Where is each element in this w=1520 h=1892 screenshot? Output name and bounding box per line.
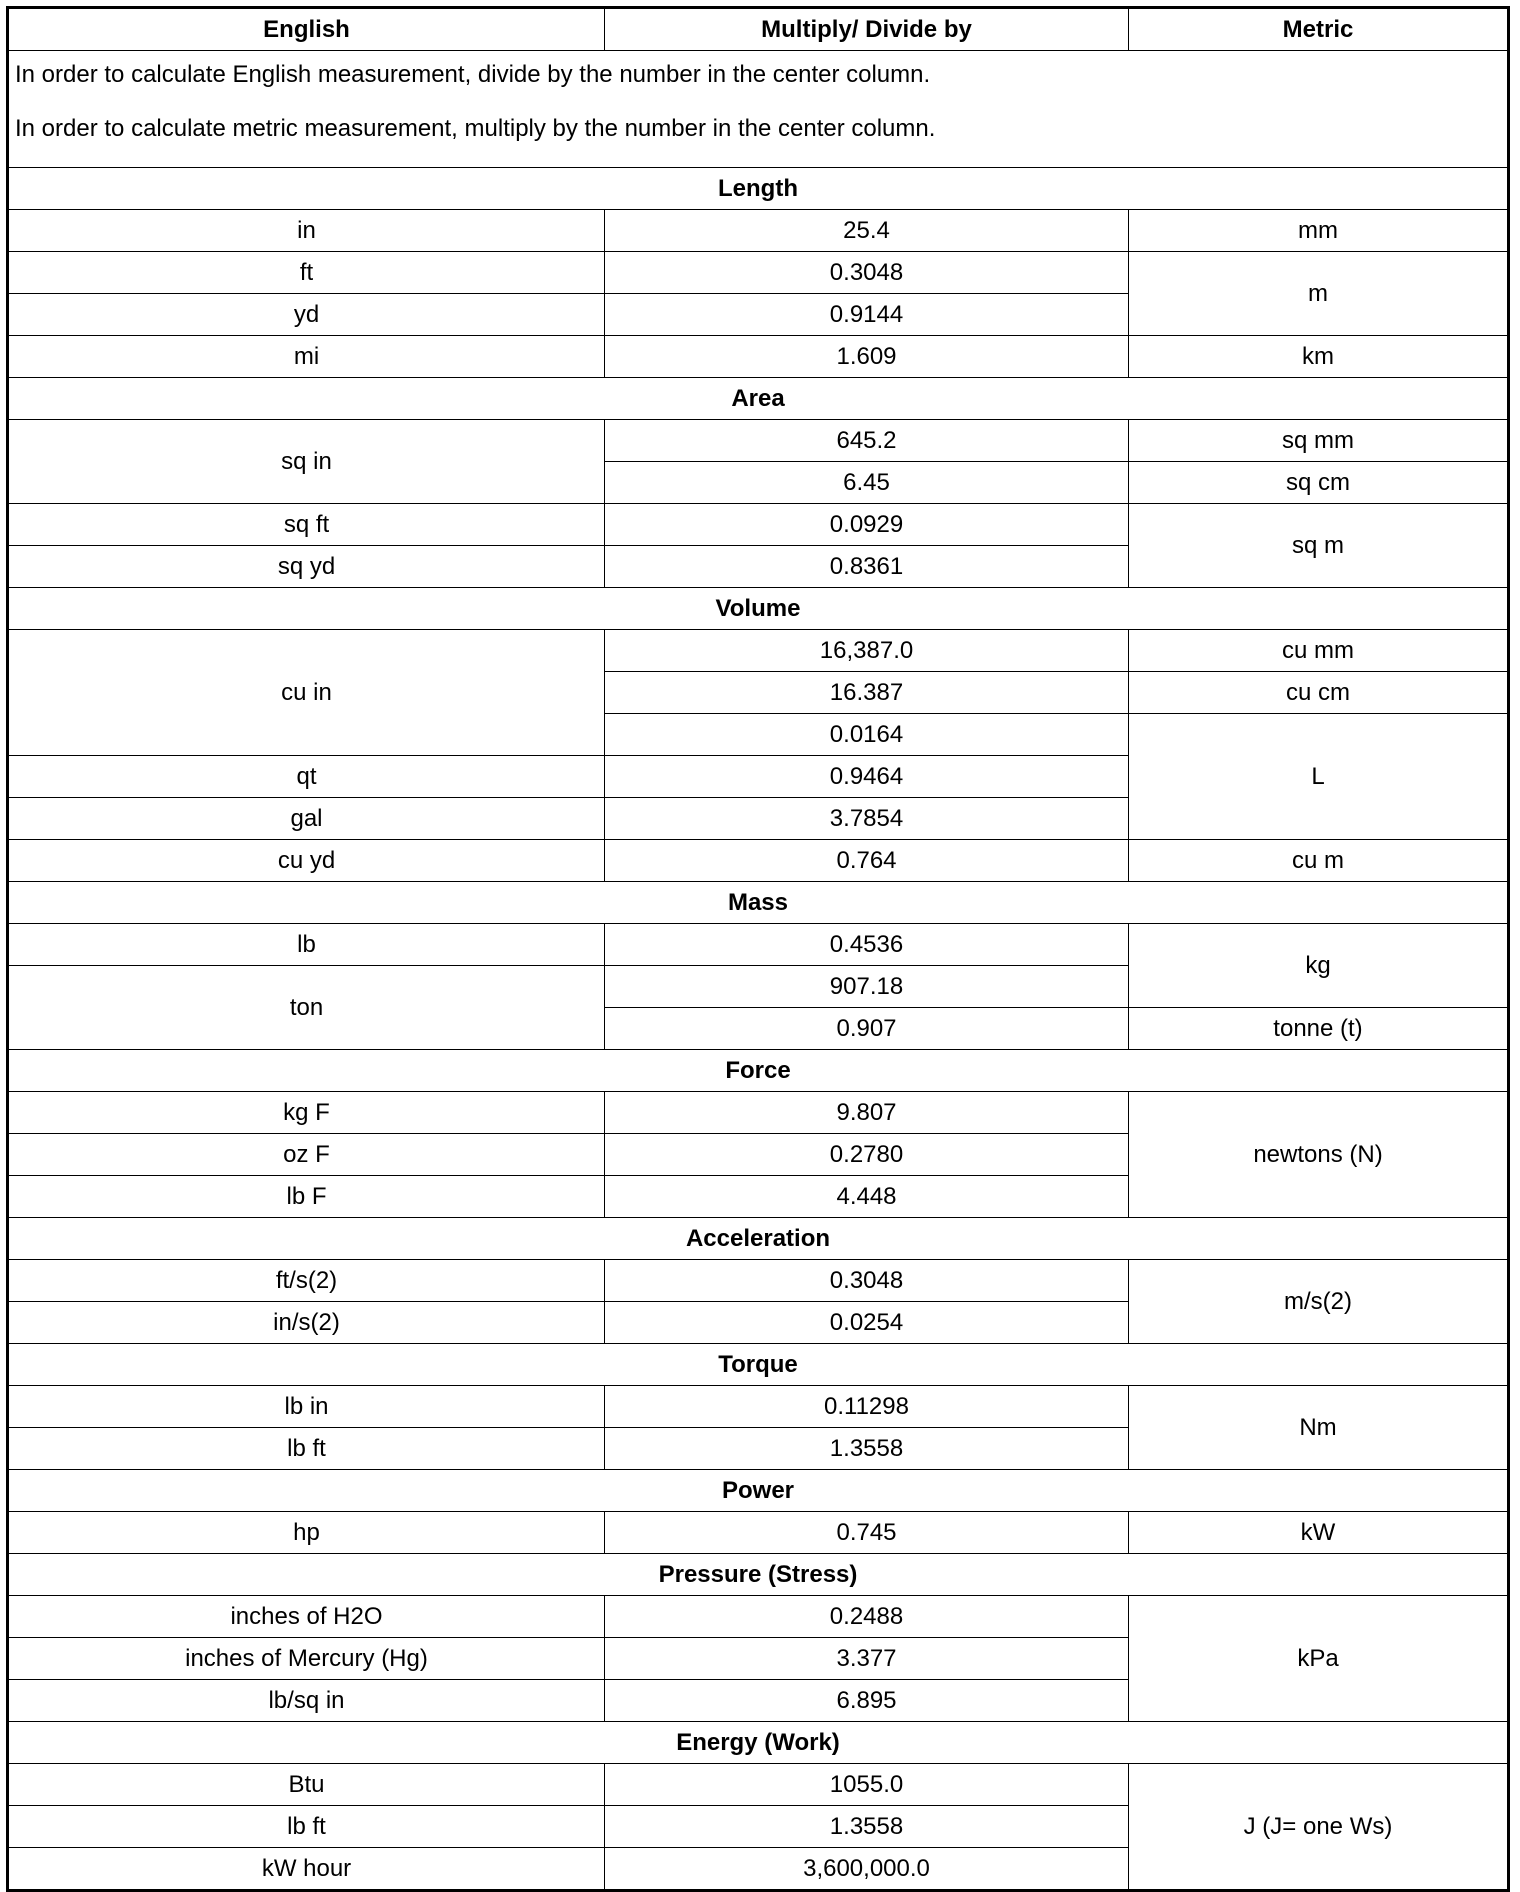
conversion-factor: 0.3048 — [605, 252, 1129, 294]
instructions-row — [8, 51, 1509, 168]
conversion-factor: 0.8361 — [605, 546, 1129, 588]
conversion-factor: 4.448 — [605, 1176, 1129, 1218]
table-row — [8, 504, 1509, 546]
section-title-power: Power — [8, 1470, 1509, 1512]
english-unit: kW hour — [8, 1848, 605, 1891]
section-row-force — [8, 1050, 1509, 1092]
conversion-factor: 1055.0 — [605, 1764, 1129, 1806]
instruction-english: In order to calculate English measurement, divide by the number in the center column. — [15, 61, 931, 88]
metric-unit: L — [1129, 714, 1509, 840]
table-row — [8, 420, 1509, 462]
section-title-area: Area — [8, 378, 1509, 420]
conversion-factor: 0.0254 — [605, 1302, 1129, 1344]
conversion-factor: 1.609 — [605, 336, 1129, 378]
table-row — [8, 252, 1509, 294]
instructions-cell — [8, 51, 1509, 168]
english-unit: in/s(2) — [8, 1302, 605, 1344]
conversion-factor: 16,387.0 — [605, 630, 1129, 672]
english-unit: lb ft — [8, 1806, 605, 1848]
conversion-factor: 3.377 — [605, 1638, 1129, 1680]
conversion-factor: 0.2780 — [605, 1134, 1129, 1176]
instruction-metric: In order to calculate metric measurement, multiply by the number in the center column. — [15, 115, 936, 142]
english-unit: qt — [8, 756, 605, 798]
english-unit: cu yd — [8, 840, 605, 882]
section-row-power — [8, 1470, 1509, 1512]
section-title-length: Length — [8, 168, 1509, 210]
english-unit: in — [8, 210, 605, 252]
metric-unit: m/s(2) — [1129, 1260, 1509, 1344]
table-row — [8, 1764, 1509, 1806]
metric-unit: newtons (N) — [1129, 1092, 1509, 1218]
english-unit: ton — [8, 966, 605, 1050]
english-unit: hp — [8, 1512, 605, 1554]
section-row-volume — [8, 588, 1509, 630]
conversion-factor: 3.7854 — [605, 798, 1129, 840]
header-english: English — [8, 8, 605, 51]
english-unit: ft/s(2) — [8, 1260, 605, 1302]
conversion-factor: 0.2488 — [605, 1596, 1129, 1638]
conversion-factor: 25.4 — [605, 210, 1129, 252]
english-unit: cu in — [8, 630, 605, 756]
section-title-energy: Energy (Work) — [8, 1722, 1509, 1764]
metric-unit: kPa — [1129, 1596, 1509, 1722]
conversion-factor: 6.45 — [605, 462, 1129, 504]
metric-unit: sq mm — [1129, 420, 1509, 462]
metric-unit: cu cm — [1129, 672, 1509, 714]
english-unit: lb F — [8, 1176, 605, 1218]
metric-unit: cu mm — [1129, 630, 1509, 672]
conversion-factor: 3,600,000.0 — [605, 1848, 1129, 1891]
conversion-factor: 0.907 — [605, 1008, 1129, 1050]
english-unit: lb — [8, 924, 605, 966]
section-row-energy — [8, 1722, 1509, 1764]
section-title-torque: Torque — [8, 1344, 1509, 1386]
conversion-factor: 0.764 — [605, 840, 1129, 882]
conversion-factor: 0.745 — [605, 1512, 1129, 1554]
section-row-area — [8, 378, 1509, 420]
metric-unit: cu m — [1129, 840, 1509, 882]
english-unit: yd — [8, 294, 605, 336]
conversion-factor: 0.11298 — [605, 1386, 1129, 1428]
table-row — [8, 924, 1509, 966]
conversion-factor: 907.18 — [605, 966, 1129, 1008]
table-row — [8, 1092, 1509, 1134]
table-row — [8, 1386, 1509, 1428]
metric-unit: m — [1129, 252, 1509, 336]
table-row — [8, 840, 1509, 882]
english-unit: sq in — [8, 420, 605, 504]
section-title-force: Force — [8, 1050, 1509, 1092]
section-row-length — [8, 168, 1509, 210]
conversion-factor: 645.2 — [605, 420, 1129, 462]
metric-unit: kg — [1129, 924, 1509, 1008]
section-row-pressure — [8, 1554, 1509, 1596]
english-unit: oz F — [8, 1134, 605, 1176]
english-unit: sq yd — [8, 546, 605, 588]
section-row-mass — [8, 882, 1509, 924]
english-unit: Btu — [8, 1764, 605, 1806]
conversion-factor: 0.0929 — [605, 504, 1129, 546]
table-row — [8, 1512, 1509, 1554]
section-title-acceleration: Acceleration — [8, 1218, 1509, 1260]
conversion-factor: 0.4536 — [605, 924, 1129, 966]
section-row-acceleration — [8, 1218, 1509, 1260]
metric-unit: sq cm — [1129, 462, 1509, 504]
metric-unit: Nm — [1129, 1386, 1509, 1470]
table-row — [8, 210, 1509, 252]
metric-unit: mm — [1129, 210, 1509, 252]
header-factor: Multiply/ Divide by — [605, 8, 1129, 51]
table-row — [8, 630, 1509, 672]
conversion-factor: 0.3048 — [605, 1260, 1129, 1302]
section-title-pressure: Pressure (Stress) — [8, 1554, 1509, 1596]
english-unit: sq ft — [8, 504, 605, 546]
conversion-factor: 0.9144 — [605, 294, 1129, 336]
metric-unit: tonne (t) — [1129, 1008, 1509, 1050]
table-row — [8, 1260, 1509, 1302]
conversion-table — [6, 6, 1510, 1892]
conversion-factor: 6.895 — [605, 1680, 1129, 1722]
english-unit: gal — [8, 798, 605, 840]
english-unit: inches of Mercury (Hg) — [8, 1638, 605, 1680]
section-title-volume: Volume — [8, 588, 1509, 630]
header-row — [8, 8, 1509, 51]
conversion-factor: 0.9464 — [605, 756, 1129, 798]
metric-unit: J (J= one Ws) — [1129, 1764, 1509, 1891]
conversion-factor: 1.3558 — [605, 1428, 1129, 1470]
conversion-factor: 0.0164 — [605, 714, 1129, 756]
english-unit: ft — [8, 252, 605, 294]
english-unit: kg F — [8, 1092, 605, 1134]
metric-unit: sq m — [1129, 504, 1509, 588]
english-unit: inches of H2O — [8, 1596, 605, 1638]
english-unit: lb/sq in — [8, 1680, 605, 1722]
section-title-mass: Mass — [8, 882, 1509, 924]
table-row — [8, 1596, 1509, 1638]
english-unit: lb in — [8, 1386, 605, 1428]
header-metric: Metric — [1129, 8, 1509, 51]
table-row — [8, 336, 1509, 378]
english-unit: mi — [8, 336, 605, 378]
metric-unit: kW — [1129, 1512, 1509, 1554]
conversion-factor: 9.807 — [605, 1092, 1129, 1134]
metric-unit: km — [1129, 336, 1509, 378]
conversion-factor: 16.387 — [605, 672, 1129, 714]
english-unit: lb ft — [8, 1428, 605, 1470]
section-row-torque — [8, 1344, 1509, 1386]
conversion-factor: 1.3558 — [605, 1806, 1129, 1848]
